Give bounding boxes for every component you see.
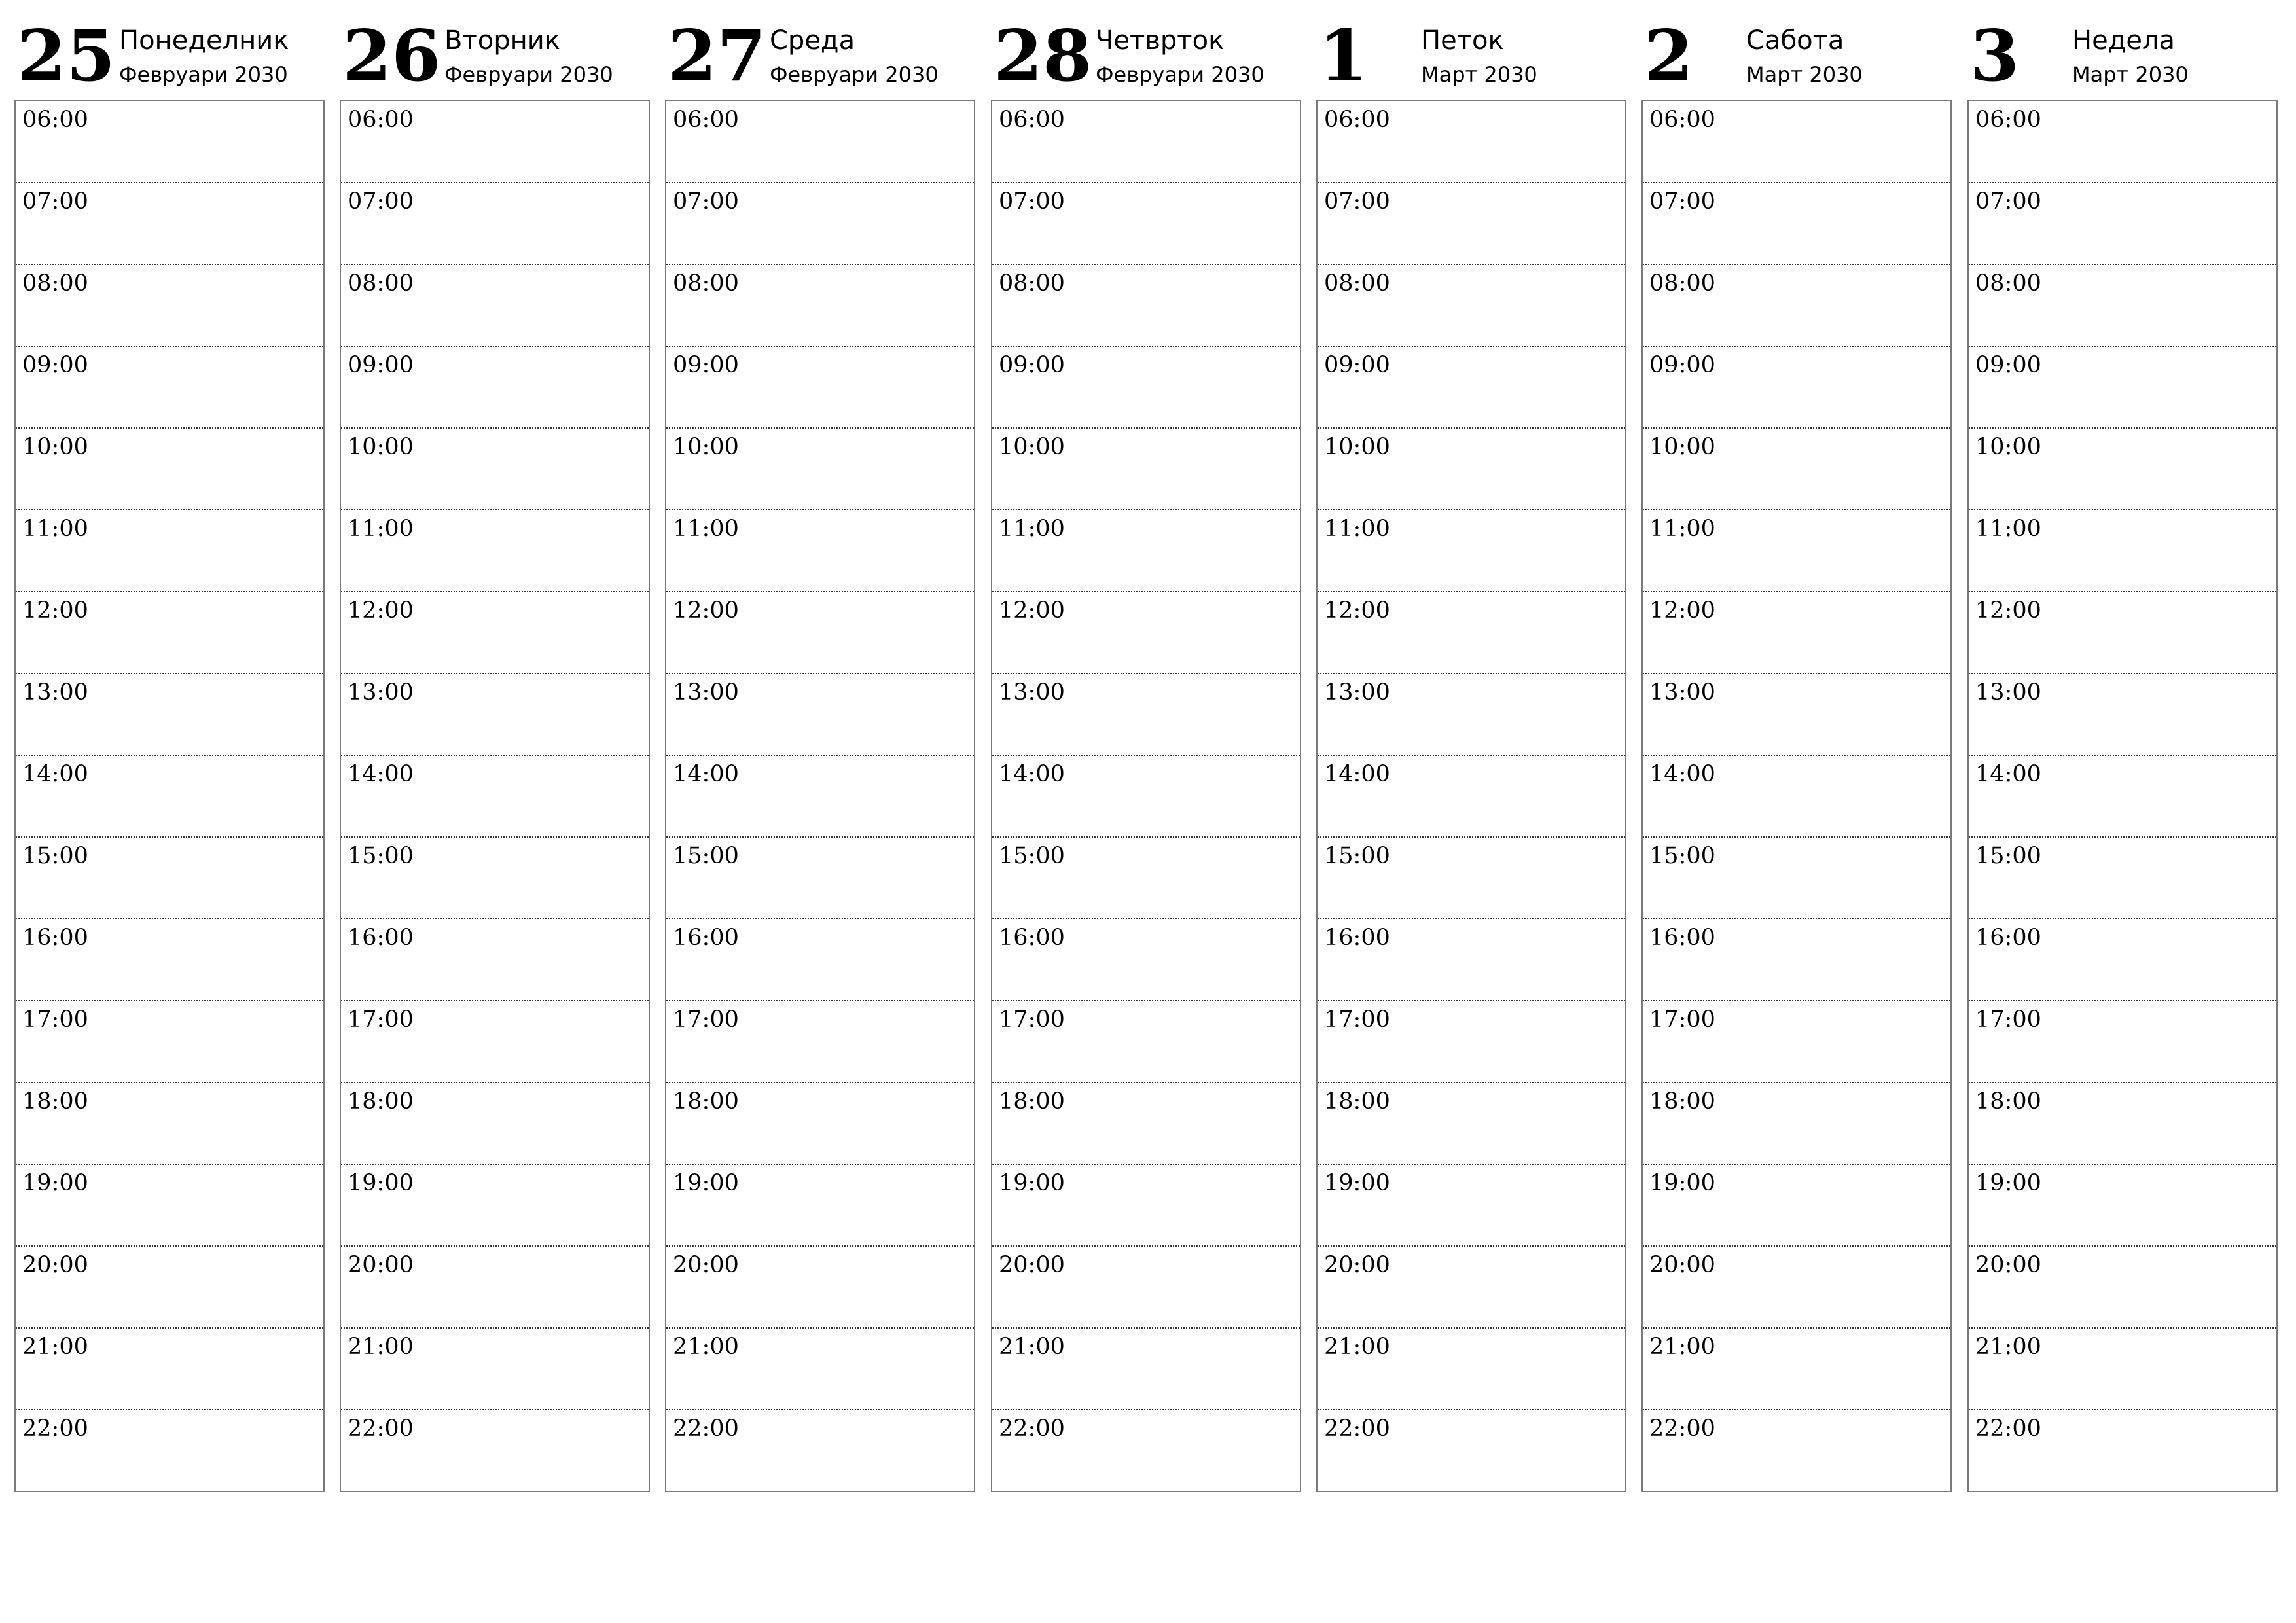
hour-slot[interactable] [16,265,323,347]
hour-label: 10:00 [1975,434,2041,460]
hour-slot[interactable] [666,510,974,592]
hour-slot[interactable] [1643,101,1950,183]
hour-label: 06:00 [1975,107,2041,133]
hour-slot[interactable] [16,1410,323,1492]
day-header [340,0,653,98]
hour-slot[interactable] [992,347,1300,429]
hour-label: 06:00 [1649,107,1715,133]
hour-slot[interactable] [341,429,649,510]
hour-label: 14:00 [348,761,414,787]
hour-slot[interactable] [16,674,323,756]
hour-slot[interactable] [16,1001,323,1083]
hour-label: 09:00 [22,352,88,378]
hour-slot[interactable] [666,1410,974,1492]
hour-slot[interactable] [666,838,974,919]
day-schedule-box [991,100,1301,1492]
hour-slot[interactable] [1643,1410,1950,1492]
hour-label: 17:00 [673,1007,739,1033]
hour-label: 17:00 [22,1007,88,1033]
hour-slot[interactable] [1318,1001,1625,1083]
hour-label: 21:00 [673,1334,739,1360]
hour-label: 12:00 [999,597,1065,624]
hour-label: 11:00 [1324,516,1390,542]
day-header [665,0,978,98]
hour-label: 17:00 [1324,1007,1390,1033]
hour-label: 09:00 [1324,352,1390,378]
hour-slot[interactable] [341,1410,649,1492]
hour-label: 10:00 [22,434,88,460]
hour-slot[interactable] [341,838,649,919]
hour-slot[interactable] [1318,1247,1625,1329]
hour-label: 13:00 [673,679,739,705]
hour-slot[interactable] [16,838,323,919]
hour-label: 11:00 [348,516,414,542]
hour-label: 14:00 [1975,761,2041,787]
hour-label: 11:00 [1975,516,2041,542]
hour-label: 12:00 [1324,597,1390,624]
hour-label: 19:00 [673,1170,739,1196]
hour-slot[interactable] [992,838,1300,919]
hour-slot[interactable] [1318,183,1625,265]
hour-slot[interactable] [16,510,323,592]
hour-slot[interactable] [341,347,649,429]
hour-label: 22:00 [1975,1416,2041,1442]
hour-label: 19:00 [348,1170,414,1196]
hour-slot[interactable] [16,1083,323,1165]
hour-label: 20:00 [1324,1252,1390,1278]
hour-label: 19:00 [1649,1170,1715,1196]
hour-slot[interactable] [1643,838,1950,919]
hour-slot[interactable] [1318,510,1625,592]
hour-slot[interactable] [1643,919,1950,1001]
hour-label: 19:00 [22,1170,88,1196]
hour-slot[interactable] [341,1083,649,1165]
day-schedule-box [1316,100,1626,1492]
hour-label: 08:00 [999,270,1065,296]
hour-slot[interactable] [992,756,1300,838]
hour-label: 07:00 [1649,188,1715,215]
hour-label: 20:00 [22,1252,88,1278]
hour-slot[interactable] [1643,1083,1950,1165]
hour-slot[interactable] [341,183,649,265]
hour-slot[interactable] [1318,756,1625,838]
day-header [991,0,1304,98]
hour-slot[interactable] [1318,674,1625,756]
hour-slot[interactable] [1969,1001,2276,1083]
hour-slot[interactable] [341,101,649,183]
hour-slot[interactable] [1969,101,2276,183]
hour-label: 19:00 [1975,1170,2041,1196]
hour-slot[interactable] [666,1001,974,1083]
hour-label: 12:00 [1975,597,2041,624]
hour-label: 17:00 [1975,1007,2041,1033]
hour-slot[interactable] [16,1329,323,1410]
hour-slot[interactable] [1643,1247,1950,1329]
hour-label: 06:00 [999,107,1065,133]
day-number: 1 [1319,15,1369,98]
hour-slot[interactable] [16,347,323,429]
hour-label: 16:00 [1975,925,2041,951]
hour-label: 18:00 [1324,1088,1390,1115]
hour-label: 08:00 [1324,270,1390,296]
hour-slot[interactable] [1643,756,1950,838]
hour-label: 20:00 [1649,1252,1715,1278]
hour-slot[interactable] [16,101,323,183]
hour-label: 20:00 [999,1252,1065,1278]
day-number: 27 [668,15,766,98]
hour-label: 13:00 [1649,679,1715,705]
hour-slot[interactable] [341,1247,649,1329]
hour-label: 08:00 [1975,270,2041,296]
hour-slot[interactable] [1318,592,1625,674]
hour-slot[interactable] [1643,674,1950,756]
day-schedule-box [1967,100,2278,1492]
hour-label: 14:00 [1649,761,1715,787]
hour-slot[interactable] [666,265,974,347]
weekday-name: Сабота [1746,26,1844,56]
weekday-name: Недела [2072,26,2176,56]
hour-slot[interactable] [1318,265,1625,347]
hour-slot[interactable] [666,674,974,756]
hour-slot[interactable] [992,1083,1300,1165]
hour-label: 18:00 [1649,1088,1715,1115]
day-number: 2 [1644,15,1694,98]
hour-label: 22:00 [999,1416,1065,1442]
hour-slot[interactable] [16,756,323,838]
hour-slot[interactable] [992,1165,1300,1247]
hour-label: 06:00 [22,107,88,133]
hour-label: 20:00 [348,1252,414,1278]
hour-slot[interactable] [1969,1329,2276,1410]
hour-label: 21:00 [999,1334,1065,1360]
hour-label: 11:00 [999,516,1065,542]
hour-label: 12:00 [22,597,88,624]
hour-label: 12:00 [1649,597,1715,624]
hour-slot[interactable] [992,674,1300,756]
hour-slot[interactable] [1643,183,1950,265]
hour-label: 08:00 [1649,270,1715,296]
hour-label: 06:00 [673,107,739,133]
hour-label: 16:00 [348,925,414,951]
month-year: Март 2030 [1746,62,1863,87]
hour-label: 15:00 [999,843,1065,869]
weekday-name: Четврток [1096,26,1225,56]
hour-slot[interactable] [1318,838,1625,919]
hour-slot[interactable] [16,183,323,265]
hour-label: 17:00 [999,1007,1065,1033]
hour-slot[interactable] [341,756,649,838]
hour-label: 20:00 [1975,1252,2041,1278]
hour-label: 14:00 [999,761,1065,787]
month-year: Февруари 2030 [770,62,939,87]
hour-label: 22:00 [22,1416,88,1442]
hour-slot[interactable] [1318,429,1625,510]
day-header [1641,0,1954,98]
hour-label: 22:00 [673,1416,739,1442]
hour-label: 15:00 [1324,843,1390,869]
hour-slot[interactable] [341,919,649,1001]
hour-label: 08:00 [673,270,739,296]
month-year: Февруари 2030 [119,62,288,87]
hour-slot[interactable] [992,592,1300,674]
day-number: 26 [342,15,441,98]
hour-slot[interactable] [1318,1083,1625,1165]
hour-label: 21:00 [1649,1334,1715,1360]
hour-label: 15:00 [673,843,739,869]
hour-slot[interactable] [1318,919,1625,1001]
day-schedule-box [665,100,975,1492]
hour-slot[interactable] [16,1165,323,1247]
hour-label: 11:00 [22,516,88,542]
hour-slot[interactable] [1643,510,1950,592]
hour-slot[interactable] [666,101,974,183]
hour-slot[interactable] [1969,838,2276,919]
weekday-name: Вторник [444,26,560,56]
hour-label: 07:00 [1975,188,2041,215]
hour-label: 22:00 [1324,1416,1390,1442]
day-schedule-box [14,100,325,1492]
day-schedule-box [340,100,650,1492]
weekday-name: Петок [1421,26,1504,56]
hour-slot[interactable] [1318,347,1625,429]
hour-slot[interactable] [992,510,1300,592]
hour-label: 21:00 [348,1334,414,1360]
hour-label: 06:00 [348,107,414,133]
month-year: Февруари 2030 [444,62,613,87]
hour-label: 14:00 [673,761,739,787]
hour-slot[interactable] [1969,1247,2276,1329]
hour-label: 16:00 [999,925,1065,951]
hour-slot[interactable] [1318,1410,1625,1492]
hour-label: 11:00 [1649,516,1715,542]
hour-label: 16:00 [22,925,88,951]
hour-label: 10:00 [673,434,739,460]
hour-slot[interactable] [666,347,974,429]
hour-label: 16:00 [1324,925,1390,951]
hour-slot[interactable] [1643,347,1950,429]
hour-label: 19:00 [999,1170,1065,1196]
hour-slot[interactable] [1643,429,1950,510]
hour-slot[interactable] [1643,1329,1950,1410]
hour-slot[interactable] [992,101,1300,183]
hour-slot[interactable] [341,1165,649,1247]
hour-slot[interactable] [992,183,1300,265]
hour-label: 18:00 [1975,1088,2041,1115]
hour-slot[interactable] [1969,183,2276,265]
hour-slot[interactable] [16,429,323,510]
month-year: Март 2030 [2072,62,2189,87]
hour-slot[interactable] [1969,592,2276,674]
hour-slot[interactable] [1969,1083,2276,1165]
hour-slot[interactable] [341,1001,649,1083]
hour-label: 14:00 [22,761,88,787]
hour-label: 13:00 [1324,679,1390,705]
hour-label: 07:00 [1324,188,1390,215]
hour-label: 07:00 [22,188,88,215]
hour-slot[interactable] [1969,429,2276,510]
hour-label: 21:00 [22,1334,88,1360]
hour-slot[interactable] [666,1247,974,1329]
hour-label: 09:00 [1649,352,1715,378]
hour-label: 16:00 [673,925,739,951]
hour-label: 13:00 [348,679,414,705]
hour-label: 18:00 [999,1088,1065,1115]
day-number: 28 [994,15,1092,98]
day-schedule-box [1641,100,1952,1492]
hour-label: 15:00 [1975,843,2041,869]
hour-slot[interactable] [341,1329,649,1410]
hour-label: 07:00 [999,188,1065,215]
hour-label: 09:00 [673,352,739,378]
hour-slot[interactable] [341,510,649,592]
hour-label: 15:00 [1649,843,1715,869]
hour-slot[interactable] [16,592,323,674]
hour-slot[interactable] [666,1165,974,1247]
hour-slot[interactable] [1643,1001,1950,1083]
hour-label: 18:00 [22,1088,88,1115]
hour-label: 08:00 [348,270,414,296]
hour-label: 08:00 [22,270,88,296]
hour-label: 10:00 [999,434,1065,460]
hour-label: 09:00 [999,352,1065,378]
hour-label: 17:00 [1649,1007,1715,1033]
hour-label: 14:00 [1324,761,1390,787]
day-header [1316,0,1629,98]
hour-slot[interactable] [1643,1165,1950,1247]
day-number: 25 [17,15,116,98]
hour-label: 21:00 [1975,1334,2041,1360]
hour-slot[interactable] [16,919,323,1001]
hour-label: 12:00 [673,597,739,624]
hour-label: 10:00 [1649,434,1715,460]
hour-slot[interactable] [666,1329,974,1410]
hour-slot[interactable] [666,429,974,510]
hour-label: 10:00 [348,434,414,460]
hour-slot[interactable] [1969,1410,2276,1492]
hour-slot[interactable] [1318,1165,1625,1247]
hour-label: 18:00 [348,1088,414,1115]
day-header [14,0,327,98]
hour-label: 21:00 [1324,1334,1390,1360]
day-header [1967,0,2280,98]
hour-slot[interactable] [992,1001,1300,1083]
hour-slot[interactable] [1969,347,2276,429]
hour-slot[interactable] [341,592,649,674]
hour-slot[interactable] [666,592,974,674]
hour-label: 12:00 [348,597,414,624]
hour-slot[interactable] [1969,265,2276,347]
hour-label: 15:00 [22,843,88,869]
hour-label: 10:00 [1324,434,1390,460]
hour-slot[interactable] [1969,510,2276,592]
month-year: Февруари 2030 [1096,62,1265,87]
hour-slot[interactable] [1969,674,2276,756]
hour-label: 07:00 [673,188,739,215]
hour-slot[interactable] [341,265,649,347]
hour-slot[interactable] [1318,101,1625,183]
hour-slot[interactable] [16,1247,323,1329]
hour-label: 11:00 [673,516,739,542]
weekday-name: Понеделник [119,26,289,56]
hour-slot[interactable] [1969,919,2276,1001]
hour-label: 15:00 [348,843,414,869]
hour-slot[interactable] [992,1410,1300,1492]
hour-label: 09:00 [348,352,414,378]
hour-label: 13:00 [999,679,1065,705]
hour-slot[interactable] [1969,756,2276,838]
weekday-name: Среда [770,26,855,56]
hour-label: 16:00 [1649,925,1715,951]
hour-slot[interactable] [341,674,649,756]
hour-slot[interactable] [666,1083,974,1165]
hour-slot[interactable] [666,183,974,265]
hour-slot[interactable] [1643,265,1950,347]
hour-slot[interactable] [992,429,1300,510]
hour-label: 13:00 [22,679,88,705]
hour-label: 09:00 [1975,352,2041,378]
hour-slot[interactable] [992,265,1300,347]
hour-slot[interactable] [992,919,1300,1001]
hour-label: 06:00 [1324,107,1390,133]
hour-label: 18:00 [673,1088,739,1115]
hour-label: 22:00 [1649,1416,1715,1442]
hour-label: 07:00 [348,188,414,215]
hour-label: 20:00 [673,1252,739,1278]
hour-slot[interactable] [992,1329,1300,1410]
hour-label: 17:00 [348,1007,414,1033]
hour-slot[interactable] [1969,1165,2276,1247]
day-number: 3 [1970,15,2020,98]
hour-label: 22:00 [348,1416,414,1442]
hour-slot[interactable] [666,756,974,838]
hour-slot[interactable] [666,919,974,1001]
month-year: Март 2030 [1421,62,1537,87]
hour-label: 13:00 [1975,679,2041,705]
hour-slot[interactable] [992,1247,1300,1329]
hour-label: 19:00 [1324,1170,1390,1196]
hour-slot[interactable] [1318,1329,1625,1410]
hour-slot[interactable] [1643,592,1950,674]
